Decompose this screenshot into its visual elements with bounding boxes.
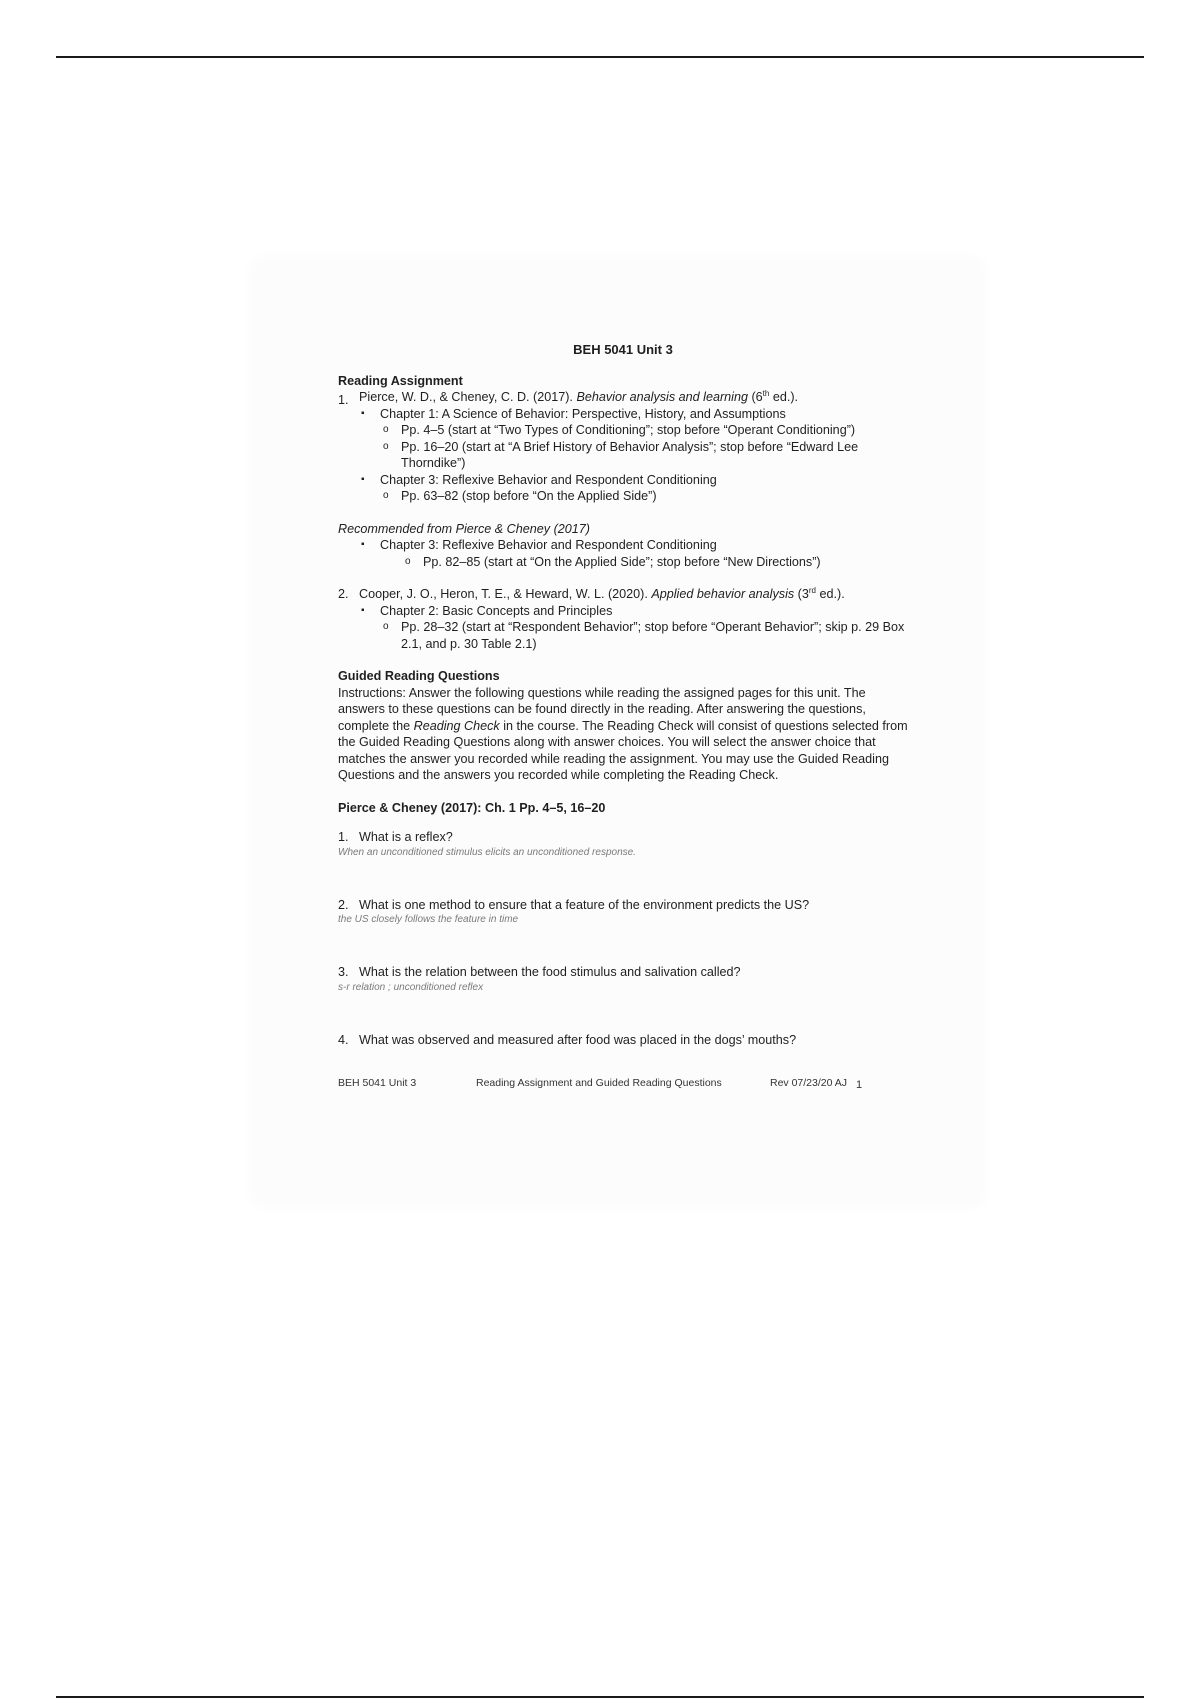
page-range-item: o Pp. 63–82 (stop before “On the Applied Side”) (380, 488, 908, 505)
question-text: What is one method to ensure that a feature of the environment predicts the US? (359, 897, 810, 912)
bottom-divider (56, 1696, 1144, 1698)
page-range-item: o Pp. 28–32 (start at “Respondent Behavior”; stop before “Operant Behavior”; skip p. 29 Box 2.1, and p. 30 Table 2.1) (380, 619, 908, 652)
page-content (338, 342, 908, 1048)
question-text: What was observed and measured after food was placed in the dogs’ mouths? (359, 1032, 797, 1047)
reading-assignment-heading: Reading Assignment (338, 373, 463, 388)
book-title: Behavior analysis and learning (576, 390, 748, 404)
footer-document-name: Reading Assignment and Guided Reading Questions (476, 1077, 722, 1089)
reading-item-1 (338, 389, 908, 406)
citation-text: Pierce, W. D., & Cheney, C. D. (2017). Behavior analysis and learning (6th ed.). (359, 388, 799, 404)
top-divider (56, 56, 1144, 58)
instructions-paragraph: Instructions: Answer the following questions while reading the assigned pages for this unit. The answers to these questions can be found directly in the reading. After answering the questions, complete the Reading Check in the course. The Reading Check will consist of questions selected from the Guided Reading Questions along with answer choices. You will select the answer choice that matches the answer you recorded while reading the assignment. You may use the Guided Reading Questions and the answers you recorded while completing the Reading Check. (338, 685, 908, 782)
page-range-item: o Pp. 4–5 (start at “Two Types of Conditioning”; stop before “Operant Conditioning”) (380, 422, 908, 439)
citation-text: Cooper, J. O., Heron, T. E., & Heward, W. L. (2020). Applied behavior analysis (3rd ed.). (359, 585, 845, 601)
question-number: 3. (338, 965, 349, 979)
question-number: 2. (338, 897, 349, 912)
page-range-list (380, 422, 908, 472)
chapter-list (338, 603, 908, 653)
page-range-list (380, 488, 908, 505)
question-item (338, 897, 908, 914)
question-item (338, 1032, 908, 1049)
chapter-item: ▪ Chapter 3: Reflexive Behavior and Respondent Conditioning o Pp. 82–85 (start at “On the Applied Side”; stop before “New Directions”) (359, 537, 908, 570)
chapter-item: ▪ Chapter 3: Reflexive Behavior and Respondent Conditioning o Pp. 63–82 (stop before “On the Applied Side”) (359, 472, 908, 505)
reading-item-number: 1. (338, 393, 349, 407)
page-range-list (380, 554, 908, 571)
question-number: 4. (338, 1032, 349, 1047)
question-number: 1. (338, 830, 349, 844)
book-title: Applied behavior analysis (651, 587, 795, 601)
recommended-chapter-list (338, 537, 908, 570)
document-title: BEH 5041 Unit 3 (573, 342, 673, 357)
chapter-item: ▪ Chapter 1: A Science of Behavior: Perspective, History, and Assumptions o Pp. 4–5 (start at “Two Types of Conditioning”; stop before “Operant Conditioning”) o Pp. 16–20 (start at “A Brief History of Behavior Analysis”; stop before “Edward Lee Thorndike”) (359, 406, 908, 472)
footer-course: BEH 5041 Unit 3 (338, 1077, 417, 1089)
footer-page-number: 1 (856, 1079, 863, 1091)
answer-text: the US closely follows the feature in time (338, 914, 519, 925)
reading-item-number: 2. (338, 587, 349, 601)
answer-text: When an unconditioned stimulus elicits an unconditioned response. (338, 846, 636, 858)
question-section-heading: Pierce & Cheney (2017): Ch. 1 Pp. 4–5, 16–20 (338, 800, 606, 815)
question-item (338, 964, 908, 981)
footer-revision: Rev 07/23/20 AJ (770, 1077, 848, 1089)
page-range-list (380, 619, 908, 652)
page-range-item: o Pp. 82–85 (start at “On the Applied Side”; stop before “New Directions”) (380, 554, 908, 571)
reading-item-2 (338, 586, 908, 603)
document-page (255, 262, 980, 1202)
question-item (338, 829, 908, 846)
question-text: What is the relation between the food stimulus and salivation called? (359, 965, 741, 979)
answer-text: s-r relation ; unconditioned reflex (338, 981, 484, 993)
recommended-heading: Recommended from Pierce & Cheney (2017) (338, 521, 590, 536)
chapter-item: ▪ Chapter 2: Basic Concepts and Principles o Pp. 28–32 (start at “Respondent Behavior”; stop before “Operant Behavior”; skip p. 29 Box 2.1, and p. 30 Table 2.1) (359, 603, 908, 653)
page-range-item: o Pp. 16–20 (start at “A Brief History of Behavior Analysis”; stop before “Edward Lee Thorndike”) (380, 439, 908, 472)
guided-reading-heading: Guided Reading Questions (338, 669, 500, 683)
chapter-list (338, 406, 908, 505)
question-text: What is a reflex? (359, 830, 453, 844)
